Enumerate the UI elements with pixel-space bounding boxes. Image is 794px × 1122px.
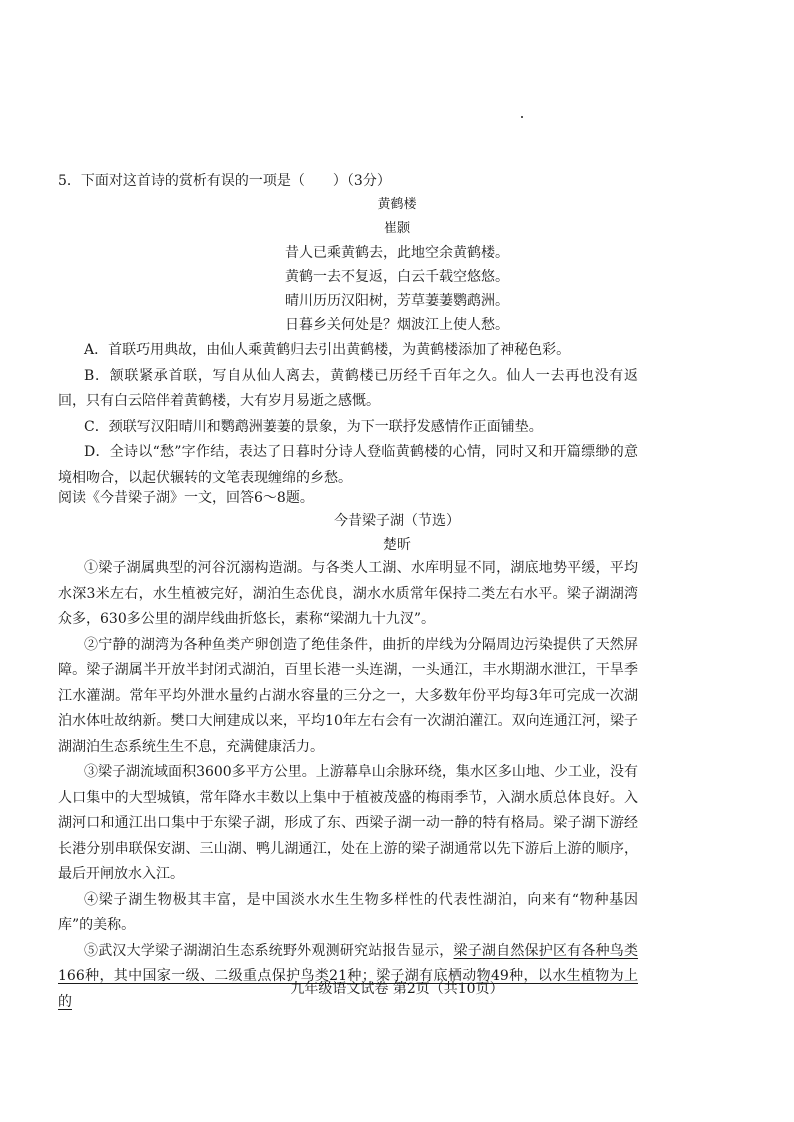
option-b: B．颔联紧承首联，写自从仙人离去，黄鹤楼已历经千百年之久。仙人一去再也没有返回，只有白云陪伴着黄鹤楼，大有岁月易逝之感慨。: [58, 367, 638, 409]
article-paragraph-5: [58, 939, 638, 1016]
article-author: 楚昕: [383, 537, 411, 553]
poem-line-4: 日暮乡关何处是？烟波江上使人愁。: [285, 317, 509, 333]
question-5-options: [58, 338, 638, 491]
article-paragraph-1: ①梁子湖属典型的河谷沉溺构造湖。与各类人工湖、水库明显不同，湖底地势平缓，平均水深3米左右，水生植被完好，湖泊生态优良，湖水水质常年保持二类左右水平。梁子湖湖湾众多，630多公里的湖岸线曲折悠长，素称“梁湖九十九汊”。: [58, 560, 638, 627]
poem-line-1: 昔人已乘黄鹤去，此地空余黄鹤楼。: [285, 245, 509, 261]
option-d: D．全诗以“愁”字作结，表达了日暮时分诗人登临黄鹤楼的心情，同时又和开篇缥缈的意境相吻合，以起伏辗转的文笔表现缠绵的乡愁。: [58, 444, 638, 486]
poem-author: 崔颢: [383, 221, 410, 236]
paragraph-5-text: ⑤武汉大学梁子湖湖泊生态系统野外观测研究站报告显示，: [84, 942, 454, 959]
article-title: 今昔梁子湖（节选）: [334, 513, 460, 529]
article-paragraph-4: ④梁子湖生物极其丰富，是中国淡水水生生物多样性的代表性湖泊，向来有“物种基因库”的美称。: [58, 891, 638, 933]
article-body: [58, 556, 638, 1015]
option-a: A．首联巧用典故，由仙人乘黄鹤归去引出黄鹤楼，为黄鹤楼添加了神秘色彩。: [84, 342, 571, 358]
scan-speck: [521, 116, 523, 118]
question-5-stem: 5．下面对这首诗的赏析有误的一项是（ ）（3分）: [58, 173, 391, 189]
poem-line-2: 黄鹤一去不复返，白云千载空悠悠。: [285, 269, 509, 285]
paragraph-5-underlined-text: 梁子湖自然保护区有各种鸟类166种，其中国家一级、二级重点保护鸟类21种；梁子湖有底栖动物49种，以水生植物为上的: [58, 942, 639, 1010]
poem-title: 黄鹤楼: [377, 197, 417, 212]
article-paragraph-3: ③梁子湖流域面积3600多平方公里。上游幕阜山余脉环绕，集水区多山地、少工业，没有人口集中的大型城镇，常年降水丰数以上集中于植被茂盛的梅雨季节，入湖水质总体良好。入湖河口和通江出口集中于东梁子湖，形成了东、西梁子湖一动一静的特有格局。梁子湖下游经长港分别串联保安湖、三山湖、鸭儿湖通江，处在上游的梁子湖通常以先下游后上游的顺序，最后开闸放水入江。: [58, 764, 638, 882]
reading-instruction: 阅读《今昔梁子湖》一文，回答6～8题。: [58, 490, 314, 506]
page-footer: 九年级语文试卷 第2页（共10页）: [290, 981, 504, 997]
poem-line-3: 晴川历历汉阳树，芳草萋萋鹦鹉洲。: [285, 293, 509, 309]
article-paragraph-2: ②宁静的湖湾为各种鱼类产卵创造了绝佳条件，曲折的岸线为分隔周边污染提供了天然屏障。梁子湖属半开放半封闭式湖泊，百里长港一头连湖，一头通江，丰水期湖水泄江，干旱季江水灌湖。常年平均外泄水量约占湖水容量的三分之一，大多数年份平均每3年可完成一次湖泊水体吐故纳新。樊口大闸建成以来，平均10年左右会有一次湖泊灌江。双向连通江河，梁子湖湖泊生态系统生生不息，充满健康活力。: [58, 636, 638, 755]
option-c: C．颈联写汉阳晴川和鹦鹉洲萋萋的景象，为下一联抒发感情作正面铺垫。: [84, 418, 543, 435]
